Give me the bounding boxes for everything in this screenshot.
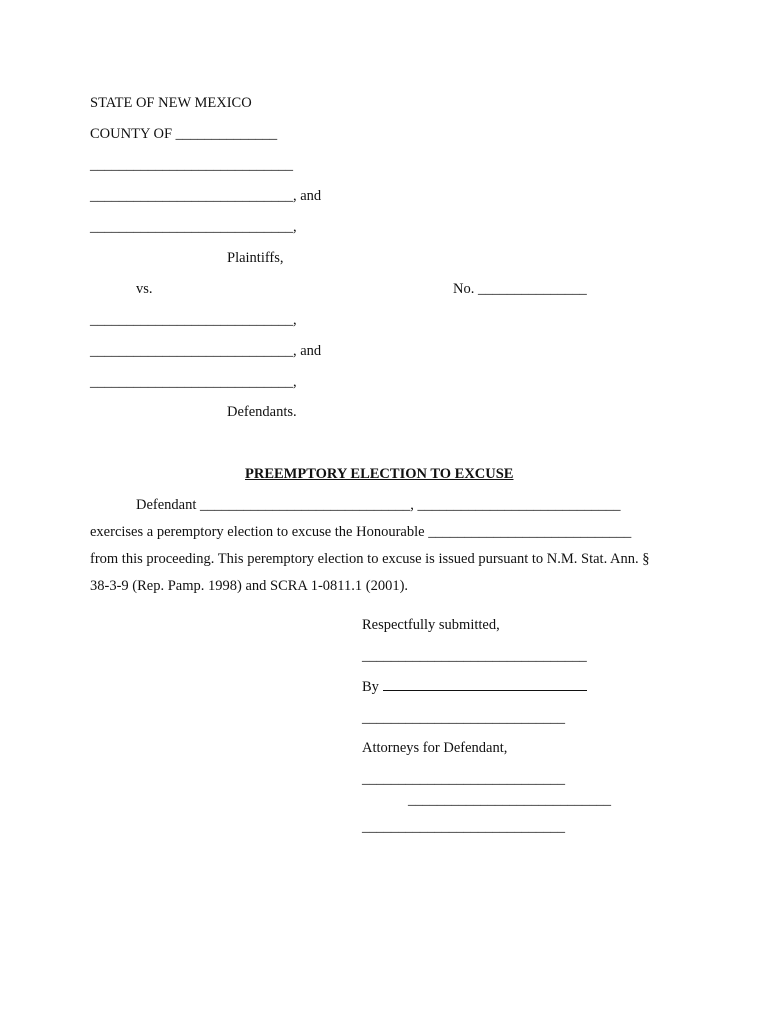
document-title: PREEMPTORY ELECTION TO EXCUSE <box>245 466 514 482</box>
body-line: Defendant _____________________________, ____________________________ <box>136 497 621 513</box>
by-signature-line <box>383 678 587 691</box>
case-number: No. _______________ <box>453 281 587 297</box>
state-heading: STATE OF NEW MEXICO <box>90 95 252 111</box>
signature-line: ____________________________ <box>362 710 565 726</box>
body-line: exercises a peremptory election to excuse the Honourable ____________________________ <box>90 524 632 540</box>
address-line: ____________________________ <box>362 819 565 835</box>
body-line: 38-3-9 (Rep. Pamp. 1998) and SCRA 1-0811.1 (2001). <box>90 578 409 594</box>
defendant-name-line: ____________________________, and <box>90 343 322 359</box>
defendants-label: Defendants. <box>227 404 297 420</box>
closing-text: Respectfully submitted, <box>362 617 500 633</box>
by-signature-row <box>362 678 587 696</box>
county-line: COUNTY OF ______________ <box>90 126 278 142</box>
plaintiffs-label: Plaintiffs, <box>227 250 284 266</box>
versus-label: vs. <box>136 281 153 297</box>
signature-line: _______________________________ <box>362 648 587 664</box>
attorneys-label: Attorneys for Defendant, <box>362 740 508 756</box>
plaintiff-name-line: ____________________________ <box>90 157 293 173</box>
plaintiff-name-line: ____________________________, and <box>90 188 322 204</box>
body-line: from this proceeding. This peremptory election to excuse is issued pursuant to N.M. Stat. Ann. § <box>90 551 650 567</box>
by-label: By <box>362 679 379 695</box>
address-line: ____________________________ <box>408 792 611 808</box>
address-line: ____________________________ <box>362 771 565 787</box>
plaintiff-name-line: ____________________________, <box>90 219 297 235</box>
defendant-name-line: ____________________________, <box>90 312 297 328</box>
defendant-name-line: ____________________________, <box>90 374 297 390</box>
